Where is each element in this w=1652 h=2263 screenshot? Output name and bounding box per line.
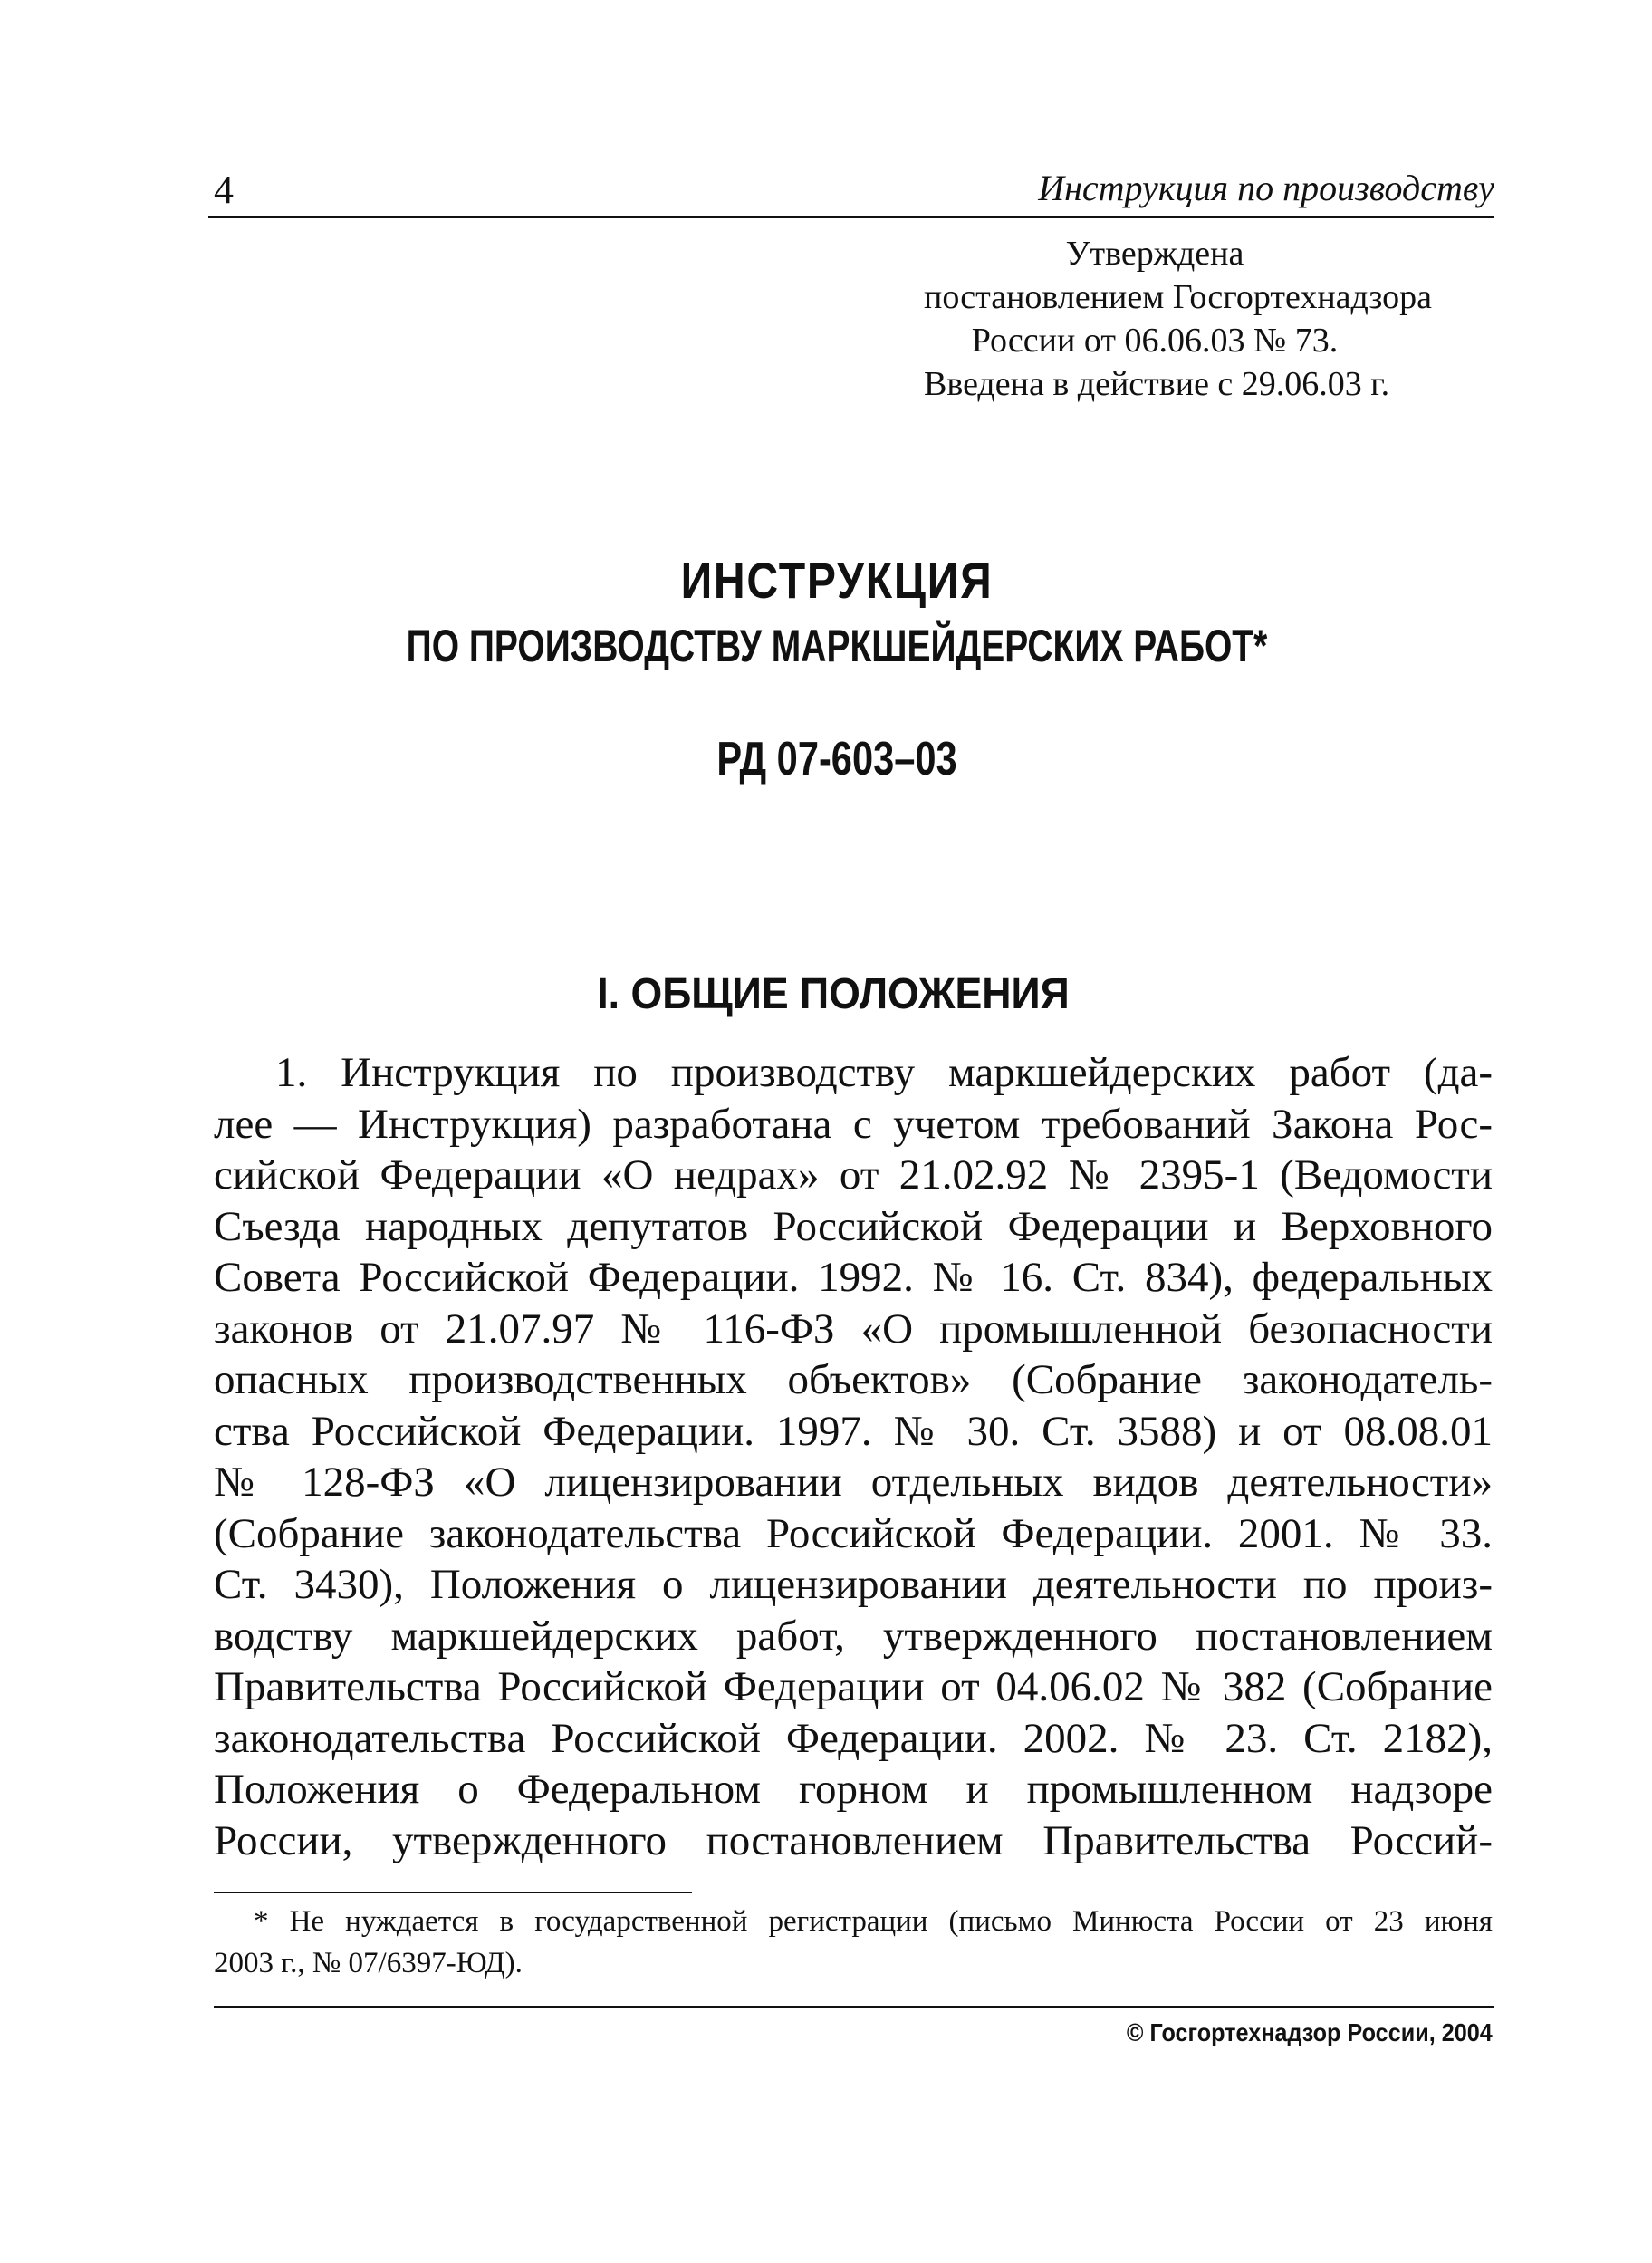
footnote-rule [214,1892,692,1893]
footer-rule [214,2006,1494,2008]
document-subtitle: ПО ПРОИЗВОДСТВУ МАРКШЕЙДЕРСКИХ РАБОТ* [406,621,1268,671]
section-heading: I. ОБЩИЕ ПОЛОЖЕНИЯ [597,970,1070,1018]
footnote [214,1901,1493,1984]
body-line: Правительства Российской Федерации от 04.06.02 № 382 (Собрание [214,1663,1493,1710]
body-line: 1. Инструкция по производству маркшейдерских работ (да- [275,1049,1493,1096]
document-code: РД 07-603–03 [716,733,957,785]
body-line: законов от 21.07.97 № 116-ФЗ «О промышленной безопасности [214,1305,1493,1353]
body-line: водству маркшейдерских работ, утвержденного постановлением [214,1612,1493,1660]
body-line: опасных производственных объектов» (Собрание законодатель- [214,1356,1493,1403]
body-line: Съезда народных депутатов Российской Федерации и Верховного [214,1202,1493,1250]
body-line: № 128-ФЗ «О лицензировании отдельных видов деятельности» [214,1459,1493,1506]
copyright: © Госгортехнадзор России, 2004 [1127,2018,1493,2046]
body-text [214,1047,1493,1866]
footnote-line: 2003 г., № 07/6397-ЮД). [214,1947,523,1979]
body-line: (Собрание законодательства Российской Федерации. 2001. № 33. [214,1509,1493,1557]
body-line: законодательства Российской Федерации. 2002. № 23. Ст. 2182), [214,1714,1493,1762]
approval-line: Утверждена [1065,235,1244,273]
approval-line: постановлением Госгортехнадзора [924,278,1432,316]
body-line: сийской Федерации «О недрах» от 21.02.92 № 2395-1 (Ведомости [214,1151,1493,1199]
body-line: ства Российской Федерации. 1997. № 30. Ст. 3588) и от 08.08.01 [214,1407,1493,1455]
body-line: Совета Российской Федерации. 1992. № 16. Ст. 834), федеральных [214,1254,1493,1301]
body-line: лее — Инструкция) разработана с учетом требований Закона Рос- [214,1100,1493,1148]
header-rule [208,216,1494,218]
approval-line: России от 06.06.03 № 73. [971,322,1339,360]
running-header: Инструкция по производству [1038,168,1494,208]
footnote-line: * Не нуждается в государственной регистрации (письмо Минюста России от 23 июня [254,1905,1493,1938]
approval-line: Введена в действие с 29.06.03 г. [924,365,1390,403]
body-line: Ст. 3430), Положения о лицензировании деятельности по произ- [214,1561,1493,1608]
page-number: 4 [214,168,234,212]
body-line: России, утвержденного постановлением Правительства Россий- [214,1816,1493,1864]
body-line: Положения о Федеральном горном и промышленном надзоре [214,1766,1493,1813]
document-title: ИНСТРУКЦИЯ [680,552,994,609]
approval-block [924,232,1432,406]
